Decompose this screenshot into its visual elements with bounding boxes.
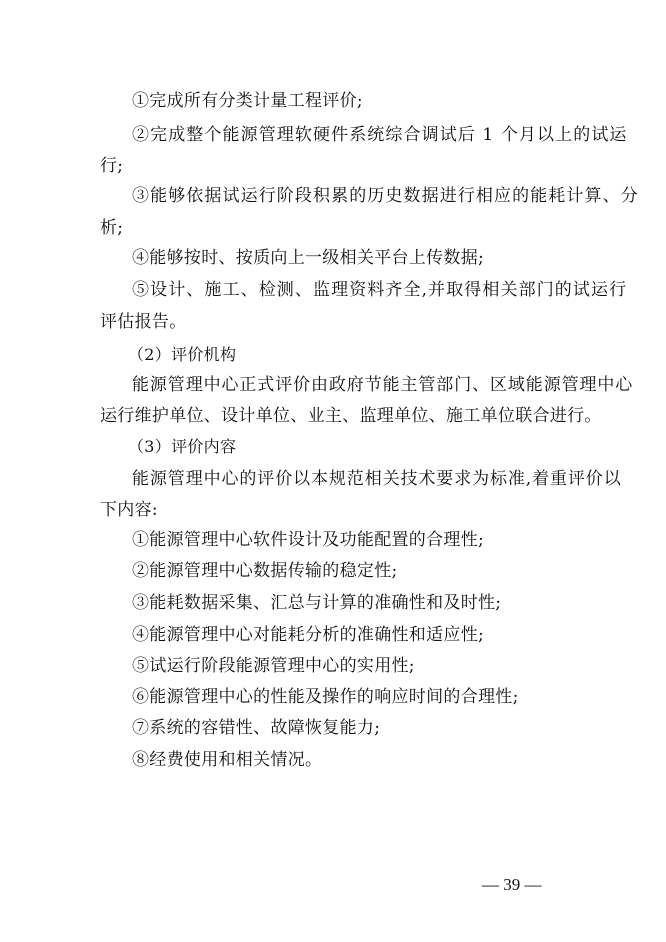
text-line: 运行维护单位、设计单位、业主、监理单位、施工单位联合进行。 xyxy=(100,406,602,426)
section-heading: （2）评价机构 xyxy=(128,345,237,364)
text-line: 能源管理中心正式评价由政府节能主管部门、区域能源管理中心 xyxy=(132,375,634,395)
list-item: ④能源管理中心对能耗分析的准确性和适应性; xyxy=(132,625,485,645)
list-item: ③能够依据试运行阶段积累的历史数据进行相应的能耗计算、分 xyxy=(132,186,639,206)
text-line: 能源管理中心的评价以本规范相关技术要求为标准,着重评价以 xyxy=(132,469,622,489)
list-item: ⑧经费使用和相关情况。 xyxy=(132,750,323,770)
list-item: ②能源管理中心数据传输的稳定性; xyxy=(132,561,398,581)
list-item: ⑦系统的容错性、故障恢复能力; xyxy=(132,718,381,738)
list-item: ④能够按时、按质向上一级相关平台上传数据; xyxy=(132,248,485,268)
list-item: ⑥能源管理中心的性能及操作的响应时间的合理性; xyxy=(132,687,519,707)
text-line: 下内容: xyxy=(100,500,158,520)
list-item: ②完成整个能源管理软硬件系统综合调试后 1 个月以上的试运 xyxy=(132,125,628,145)
list-item: ③能耗数据采集、汇总与计算的准确性和及时性; xyxy=(132,593,502,613)
list-item: ⑤试运行阶段能源管理中心的实用性; xyxy=(132,656,415,676)
list-item: ①能源管理中心软件设计及功能配置的合理性; xyxy=(132,530,485,550)
text-line: 评估报告。 xyxy=(100,312,187,332)
section-heading: （3）评价内容 xyxy=(128,437,237,456)
page-number: — 39 — xyxy=(482,875,542,894)
list-item: ①完成所有分类计量工程评价; xyxy=(132,91,363,111)
list-item: ⑤设计、施工、检测、监理资料齐全,并取得相关部门的试运行 xyxy=(132,280,628,300)
text-line: 行; xyxy=(100,156,124,176)
text-line: 析; xyxy=(100,218,124,238)
